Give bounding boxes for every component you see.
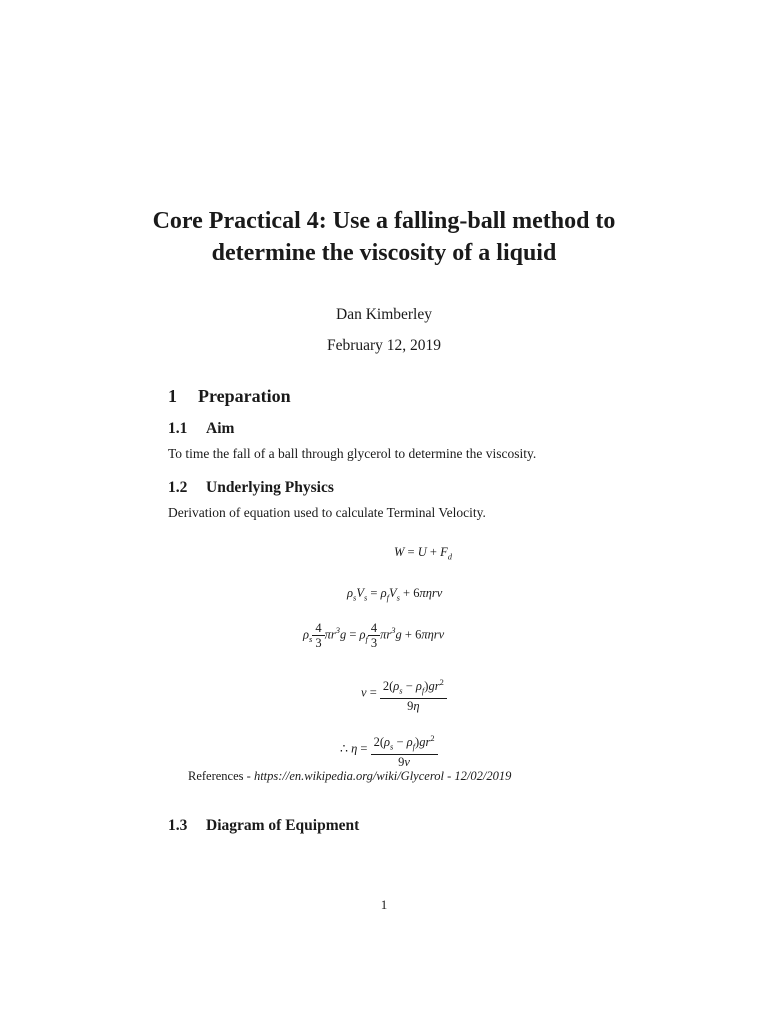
document-author: Dan Kimberley	[336, 306, 432, 323]
fraction: $\frac{2(\rho_s - \rho_f)gr^2}{9\eta}$	[380, 675, 447, 713]
subsection-title: Diagram of Equipment	[206, 817, 360, 834]
document-date: February 12, 2019	[326, 337, 442, 354]
reference-separator: -	[443, 769, 455, 783]
subsection-heading-aim	[168, 420, 234, 438]
reference-link[interactable]: https://en.wikipedia.org/wiki/Glycerol	[253, 769, 444, 783]
equation-force-balance: $W = U + F_d$	[394, 545, 452, 562]
fraction: $\frac{2(\rho_s - \rho_f)gr^2}{9v}$	[371, 731, 438, 769]
subsection-number: 1.2	[168, 479, 188, 496]
page-number: 1	[380, 897, 388, 912]
reference-date: 12/02/2019	[454, 769, 512, 783]
references-line	[188, 769, 511, 784]
section-number: 1	[168, 386, 177, 406]
section-heading-preparation	[168, 386, 291, 407]
subsection-title: Aim	[206, 420, 235, 437]
subsection-title: Underlying Physics	[206, 479, 334, 496]
subsection-heading-diagram	[168, 817, 359, 835]
physics-paragraph: Derivation of equation used to calculate Terminal Velocity.	[168, 505, 486, 520]
references-label: References -	[188, 769, 254, 783]
equation-density-volume: $\rho_sV_s = \rho_fV_s + 6\pi\eta rv$	[347, 586, 443, 603]
subsection-number: 1.3	[168, 817, 188, 834]
document-title: Core Practical 4: Use a falling-ball method to determine the viscosity of a liquid	[152, 208, 616, 266]
equation-terminal-velocity: v = $\frac{2(\rho_s - \rho_f)gr^2}{9\eta}$	[361, 675, 447, 713]
fraction: $\frac{4}{3}$	[312, 621, 324, 650]
section-title: Preparation	[198, 386, 291, 406]
subsection-number: 1.1	[168, 420, 188, 437]
aim-paragraph: To time the fall of a ball through glycerol to determine the viscosity.	[168, 446, 537, 461]
equation-viscosity: ∴ η = $\frac{2(\rho_s - \rho_f)gr^2}{9v}$	[340, 731, 438, 769]
equation-sphere-volume: $\rho_s$ $\frac{4}{3}$ $\pi r^3g = \rho_f$ $\frac{4}{3}$ $\pi r^3g + 6\pi\eta rv$	[303, 621, 445, 650]
fraction: $\frac{4}{3}$	[368, 621, 380, 650]
subsection-heading-physics	[168, 479, 334, 497]
